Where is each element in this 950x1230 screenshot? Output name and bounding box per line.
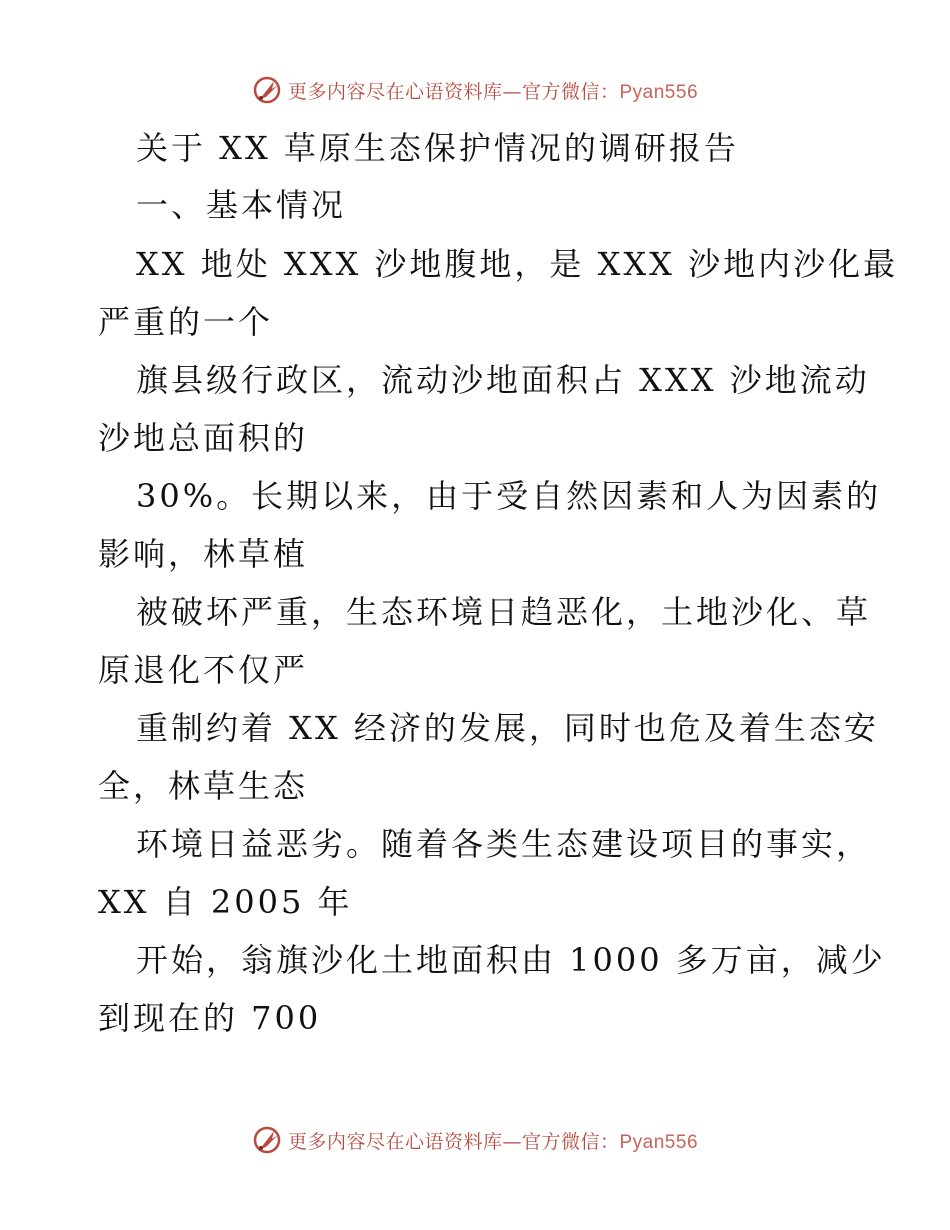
paragraph-line: 原退化不仅严 bbox=[98, 651, 309, 689]
paragraph-line: 到现在的 700 bbox=[98, 999, 322, 1037]
footer-banner-wechat-id: Pyan556 bbox=[619, 1131, 699, 1153]
section-heading: 一、基本情况 bbox=[136, 186, 347, 224]
paragraph-line: 全，林草生态 bbox=[98, 767, 309, 805]
paragraph-line: 30%。长期以来，由于受自然因素和人为因素的 bbox=[136, 477, 882, 515]
header-banner-text: 更多内容尽在心语资料库—官方微信：Pyan556 bbox=[287, 80, 699, 103]
footer-banner-text: 更多内容尽在心语资料库—官方微信：Pyan556 bbox=[287, 1130, 699, 1153]
paragraph-line: 影响，林草植 bbox=[98, 535, 309, 573]
paragraph-line: XX 自 2005 年 bbox=[98, 883, 353, 921]
paragraph-line: 被破坏严重，生态环境日趋恶化，土地沙化、草 bbox=[136, 593, 872, 631]
paragraph-line: 沙地总面积的 bbox=[98, 419, 309, 457]
footer-banner bbox=[0, 1120, 950, 1160]
feather-pen-icon bbox=[252, 1125, 282, 1155]
header-banner bbox=[0, 70, 950, 110]
paragraph-line: 重制约着 XX 经济的发展，同时也危及着生态安 bbox=[136, 709, 879, 747]
paragraph-line: 旗县级行政区，流动沙地面积占 XXX 沙地流动 bbox=[136, 361, 870, 399]
paragraph-line: XX 地处 XXX 沙地腹地，是 XXX 沙地内沙化最 bbox=[136, 245, 899, 283]
paragraph-line: 开始，翁旗沙化土地面积由 1000 多万亩，减少 bbox=[136, 941, 886, 979]
paragraph-line: 环境日益恶劣。随着各类生态建设项目的事实， bbox=[136, 825, 872, 863]
feather-pen-icon bbox=[252, 75, 282, 105]
document-title: 关于 XX 草原生态保护情况的调研报告 bbox=[136, 129, 739, 167]
header-banner-wechat-id: Pyan556 bbox=[619, 81, 699, 103]
paragraph-line: 严重的一个 bbox=[98, 303, 274, 341]
